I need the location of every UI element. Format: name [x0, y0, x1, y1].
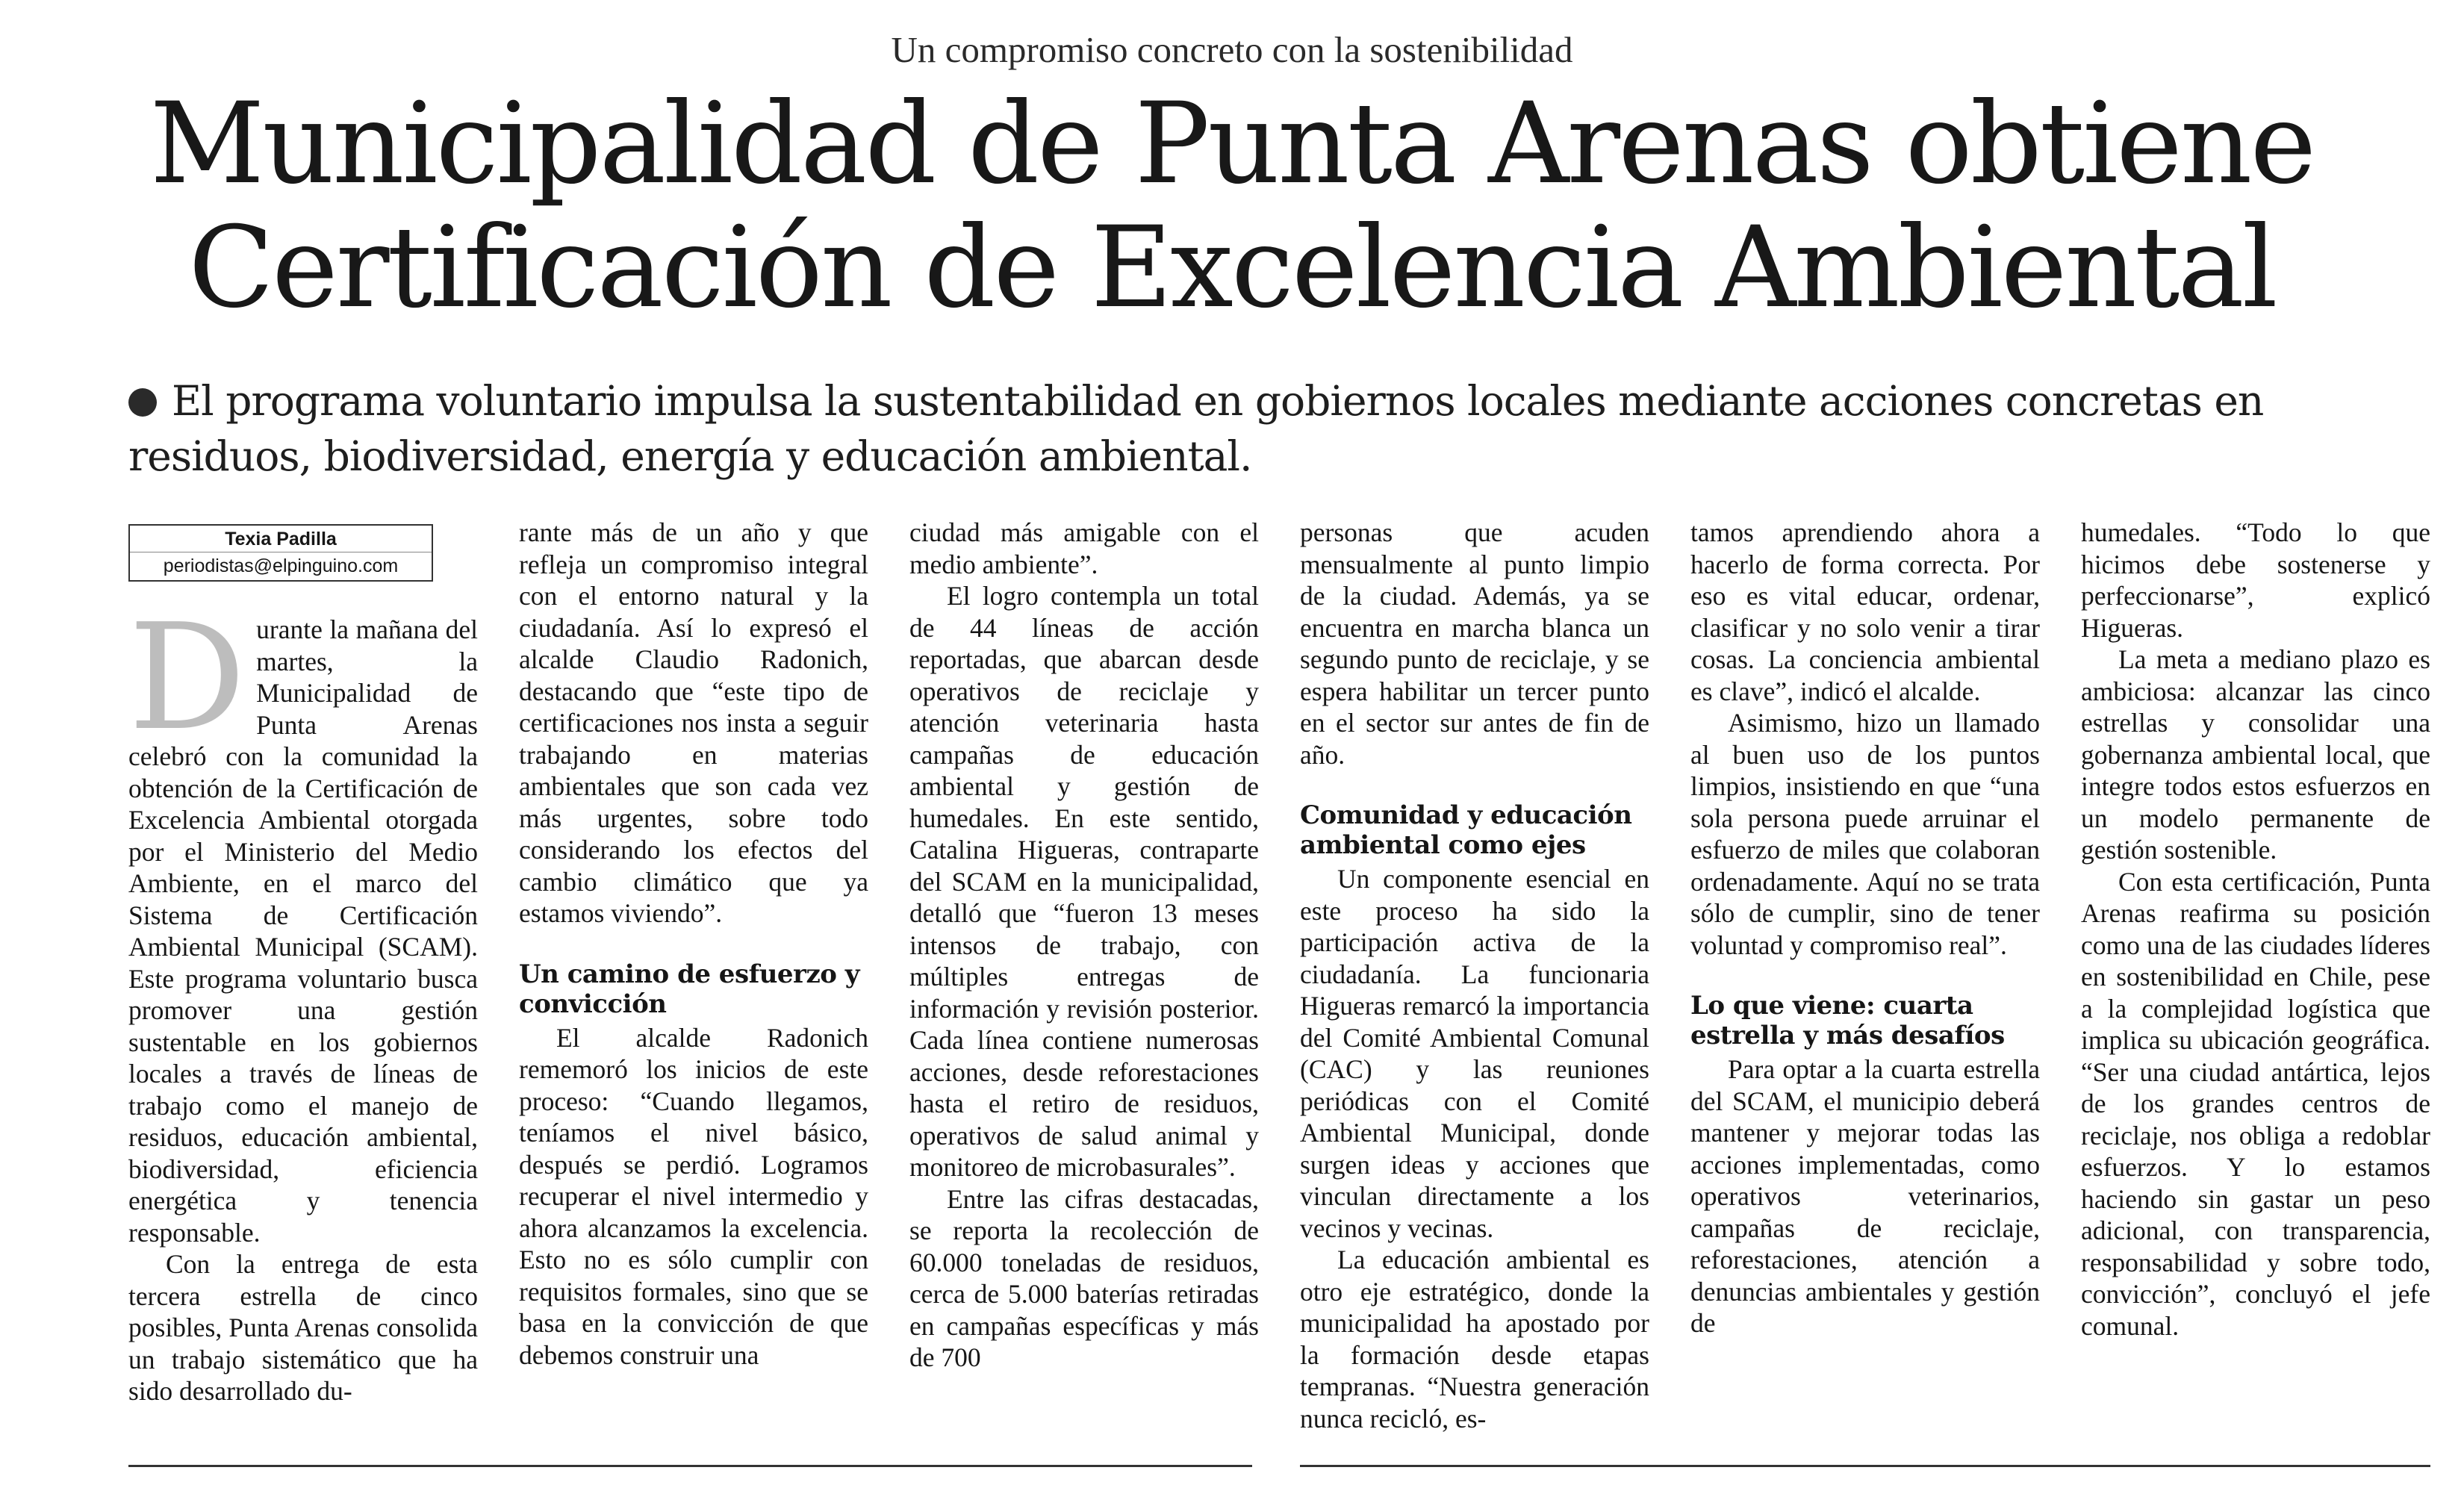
deck [128, 373, 2339, 484]
paragraph: Para optar a la cuarta estrella del SCAM, el municipio deberá mantener y mejorar todas las acciones implementadas, como operativos veterinarios, campañas de reciclaje, reforestaciones, atención a denuncias ambientales y gestión de [1690, 1054, 2040, 1338]
paragraph: humedales. “Todo lo que hicimos debe sostenerse y perfeccionarse”, explicó Higueras. [2081, 517, 2430, 643]
article-column-5 [1690, 517, 2040, 1339]
paragraph: Con esta certificación, Punta Arenas reafirma su posición como una de las ciudades líderes en sostenibilidad en Chile, pese a la complejidad logística que implica su ubicación geográfica. “Ser una ciudad antártica, lejos de los grandes centros de reciclaje, nos obliga a redoblar esfuerzos. Y lo estamos haciendo sin gastar un peso adicional, con transparencia, responsabilidad y sobre todo, convicción”, concluyó el jefe comunal. [2081, 866, 2430, 1341]
bottom-rule-left [128, 1465, 1252, 1467]
bottom-rule-right [1300, 1465, 2430, 1467]
paragraph: El alcalde Radonich rememoró los inicios de este proceso: “Cuando llegamos, teníamos el nivel básico, después se perdió. Logramos recuperar el nivel intermedio y ahora alcanzamos la excelencia. Esto no es sólo cumplir con requisitos formales, sino que se basa en la convicción de que debemos construir una [519, 1022, 868, 1370]
byline-box [128, 524, 433, 582]
byline-author: Texia Padilla [130, 526, 432, 552]
subheading: Lo que viene: cuarta estrella y más desafíos [1690, 991, 2005, 1050]
paragraph: Con la entrega de esta tercera estrella de cinco posibles, Punta Arenas consolida un trabajo sistemático que ha sido desarrollado du- [128, 1249, 478, 1406]
drop-cap: D [128, 593, 246, 763]
paragraph: tamos aprendiendo ahora a hacerlo de forma correcta. Por eso es vital educar, ordenar, clasificar y no solo venir a tirar cosas. La conciencia ambiental es clave”, indicó el alcalde. [1690, 517, 2040, 706]
paragraph: ciudad más amigable con el medio ambiente”. [909, 517, 1259, 579]
paragraph: urante la mañana del martes, la Municipalidad de Punta Arenas celebró con la comunidad la obtención de la Certificación de Excelencia Ambiental otorgada por el Ministerio del Medio Ambiente, en el marco del Sistema de Certificación Ambiental Municipal (SCAM). Este programa voluntario busca promover una gestión sustentable en los gobiernos locales a través de líneas de trabajo como el manejo de residuos, educación ambiental, biodiversidad, eficiencia energética y tenencia responsable. [128, 614, 478, 1248]
paragraph: La meta a mediano plazo es ambiciosa: alcanzar las cinco estrellas y consolidar una gobernanza ambiental local, que integre todos estos esfuerzos en un modelo permanente de gestión sostenible. [2081, 644, 2430, 865]
article-column-2 [519, 517, 868, 1371]
headline-line-2: Certificación de Excelencia Ambiental [188, 203, 2276, 333]
paragraph: rante más de un año y que refleja un compromiso integral con el entorno natural y la ciudadanía. Así lo expresó el alcalde Claudio Radonich, destacando que “este tipo de certificaciones nos insta a seguir trabajando en materias ambientales que son cada vez más urgentes, sobre todo considerando los efectos del cambio climático que ya estamos viviendo”. [519, 517, 868, 928]
byline-email: periodistas@elpinguino.com [163, 555, 399, 576]
subheading: Comunidad y educación ambiental como ejes [1300, 800, 1632, 860]
article-column-6 [2081, 517, 2430, 1342]
article-column-3 [909, 517, 1259, 1374]
article-column-4 [1300, 517, 1649, 1434]
article-column-1 [128, 593, 478, 1407]
deck-text: El programa voluntario impulsa la sustentabilidad en gobiernos locales mediante acciones concretas en residuos, biodiversidad, energía y educación ambiental. [128, 377, 2264, 480]
paragraph: Un componente esencial en este proceso ha sido la participación activa de la ciudadanía. La funcionaria Higueras remarcó la importancia del Comité Ambiental Comunal (CAC) y las reuniones periódicas con el Comité Ambiental Municipal, donde surgen ideas y acciones que vinculan directamente a los vecinos y vecinas. [1300, 864, 1649, 1243]
paragraph: Asimismo, hizo un llamado al buen uso de los puntos limpios, insistiendo en que “una sola persona puede arruinar el esfuerzo de miles que colaboran ordenadamente. Aquí no se trata sólo de cumplir, sino de tener voluntad y compromiso real”. [1690, 708, 2040, 960]
headline-line-1: Municipalidad de Punta Arenas obtiene [149, 79, 2315, 209]
kicker: Un compromiso concreto con la sostenibilidad [891, 29, 1573, 70]
headline [0, 79, 2464, 333]
paragraph: El logro contempla un total de 44 líneas de acción reportadas, que abarcan desde operativos de reciclaje y atención veterinaria hasta campañas de educación ambiental y gestión de humedales. En este sentido, Catalina Higueras, contraparte del SCAM en la municipalidad, detalló que “fueron 13 meses intensos de trabajo, con múltiples entregas de información y revisión posterior. Cada línea contiene numerosas acciones, desde reforestaciones hasta el retiro de residuos, operativos de salud animal y monitoreo de microbasurales”. [909, 581, 1259, 1182]
paragraph: La educación ambiental es otro eje estratégico, donde la municipalidad ha apostado por la formación desde etapas tempranas. “Nuestra generación nunca recicló, es- [1300, 1245, 1649, 1433]
subheading: Un camino de esfuerzo y convicción [519, 959, 860, 1019]
paragraph: Entre las cifras destacadas, se reporta la recolección de 60.000 toneladas de residuos, cerca de 5.000 baterías retiradas en campañas específicas y más de 700 [909, 1183, 1259, 1372]
bullet-icon [128, 388, 157, 417]
paragraph: personas que acuden mensualmente al punto limpio de la ciudad. Además, ya se encuentra en marcha blanca un segundo punto de reciclaje, y se espera habilitar un tercer punto en el sector sur antes de fin de año. [1300, 517, 1649, 770]
